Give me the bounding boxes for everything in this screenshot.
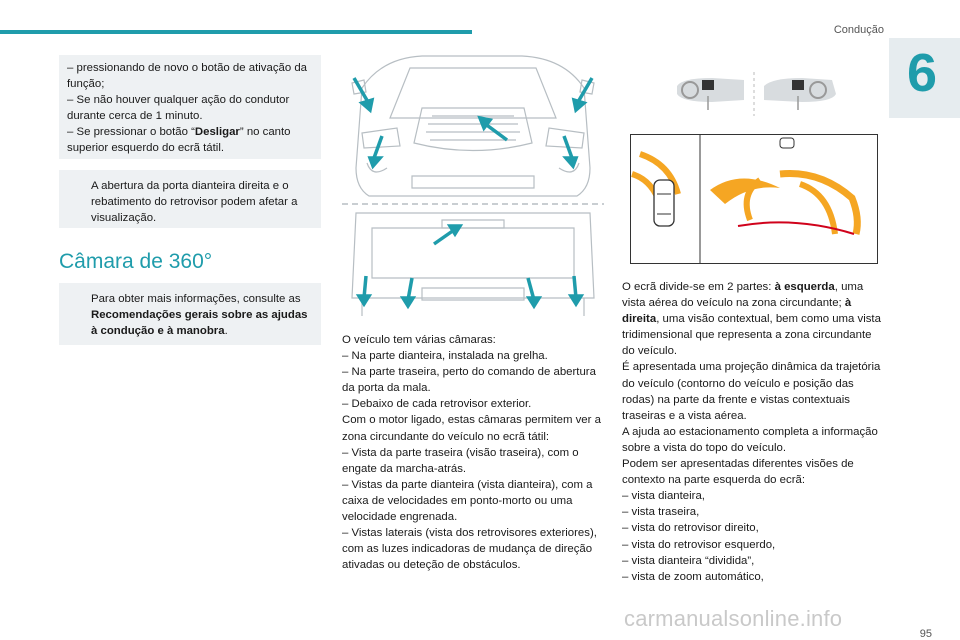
intro-bold-right: à direita (622, 297, 852, 326)
right-para: – vista de zoom automático, (622, 570, 764, 583)
right-para: Podem ser apresentadas diferentes visões de contexto na parte esquerda do ecrã: (622, 458, 854, 487)
right-intro (622, 279, 882, 359)
mid-para: – Debaixo de cada retrovisor exterior. (342, 398, 532, 411)
info-text: A abertura da porta dianteira direita e o rebatimento do retrovisor podem afetar a visualização. (91, 180, 298, 224)
middle-text (342, 332, 602, 573)
mid-para: – Vistas da parte dianteira (vista dianteira), com a caixa de velocidades em ponto-morto ou uma velocidade engrenada. (342, 478, 593, 524)
box1-line-1: – pressionando de novo o botão de ativação da função; (67, 62, 308, 90)
mid-para: – Na parte dianteira, instalada na grelha. (342, 350, 548, 363)
right-para: – vista do retrovisor direito, (622, 522, 759, 535)
vehicle-camera-illustration (342, 48, 604, 320)
split-screen-illustration (630, 134, 878, 264)
right-para: É apresentada uma projeção dinâmica da trajetória do veículo (contorno do veículo e posição das rodas) na parte da frente e vistas contextuais traseiras e a vista aérea. (622, 361, 881, 422)
warning-text (91, 291, 313, 339)
right-para: – vista dianteira, (622, 490, 705, 503)
right-para: – vista do retrovisor esquerdo, (622, 538, 776, 551)
warning-box (59, 283, 321, 345)
intro-post: , uma visão contextual, bem como uma vista tridimensional que representa a zona circundante do veículo. (622, 313, 881, 358)
right-text (622, 279, 882, 585)
mid-para: – Vista da parte traseira (visão traseira), com o engate da marcha-atrás. (342, 446, 579, 475)
desligar-label: Desligar (194, 126, 240, 138)
page-heading: Câmara de 360° (59, 250, 213, 273)
mid-para: O veículo tem várias câmaras: (342, 334, 496, 346)
mid-para: – Na parte traseira, perto do comando de abertura da porta da mala. (342, 366, 596, 395)
mid-para: – Vistas laterais (vista dos retrovisores exteriores), com as luzes indicadoras de mudança de direção ativadas ou deteção de obstáculos. (342, 527, 597, 572)
intro-mid: , uma vista aérea do veículo na zona circundante; (622, 281, 864, 310)
page-number: 95 (919, 628, 932, 640)
right-para: – vista traseira, (622, 506, 700, 519)
box1-line-2: – Se não houver qualquer ação do condutor durante cerca de 1 minuto. (67, 94, 290, 122)
intro-pre: O ecrã divide-se em 2 partes: (622, 281, 775, 293)
warning-post: . (224, 325, 228, 337)
box1-line-3-post: ” no canto superior esquerdo do ecrã tátil. (67, 126, 291, 154)
warning-pre: Para obter mais informações, consulte as (91, 293, 301, 305)
chapter-number: 6 (907, 43, 938, 103)
box1-line-3 (67, 124, 313, 156)
mirror-views-illustration (672, 68, 842, 120)
right-para: – vista dianteira “dividida”, (622, 554, 755, 567)
right-para: A ajuda ao estacionamento completa a informação sobre a vista do topo do veículo. (622, 425, 878, 454)
chapter-tab (889, 38, 960, 118)
watermark: carmanualsonline.info (624, 606, 843, 631)
box1-line-3-pre: – Se pressionar o botão “ (67, 126, 195, 138)
header-accent-bar (0, 30, 472, 34)
intro-bold-left: à esquerda (774, 281, 835, 293)
info-box (59, 170, 321, 228)
continuation-box (59, 55, 321, 159)
section-title: Condução (833, 24, 884, 36)
mid-para: Com o motor ligado, estas câmaras permitem ver a zona circundante do veículo no ecrã tátil: (342, 414, 601, 443)
warning-bold: Recomendações gerais sobre as ajudas à condução e à manobra (91, 309, 308, 337)
